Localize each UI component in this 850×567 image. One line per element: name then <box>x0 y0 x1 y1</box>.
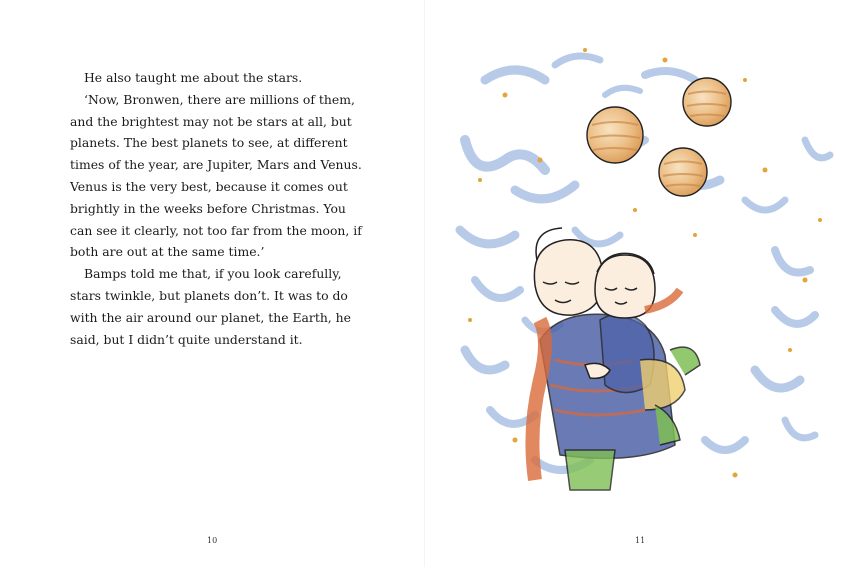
planet-icon <box>659 148 707 196</box>
story-text <box>70 67 370 350</box>
planet-icon <box>683 78 731 126</box>
page-number-left: 10 <box>207 536 218 545</box>
paragraph: ‘Now, Bronwen, there are millions of them, and the brightest may not be stars at all, but planets. The best planets to see, at different times of the year, are Jupiter, Mars and Venus. Venus is the very best, because it comes out brightly in the weeks before Christmas. You can see it clearly, not too far from the moon, if both are out at the same time.’ <box>70 91 362 260</box>
watercolor-illustration <box>445 20 845 505</box>
paragraph: He also taught me about the stars. <box>84 70 303 85</box>
page-number-right: 11 <box>635 536 646 545</box>
right-page <box>425 0 850 567</box>
grandfather-and-child <box>532 228 700 490</box>
planet-icon <box>587 107 643 163</box>
paragraph: Bamps told me that, if you look carefully, stars twinkle, but planets don’t. It was to do with the air around our planet, the Earth, he said, but I didn’t quite understand it. <box>70 266 351 347</box>
